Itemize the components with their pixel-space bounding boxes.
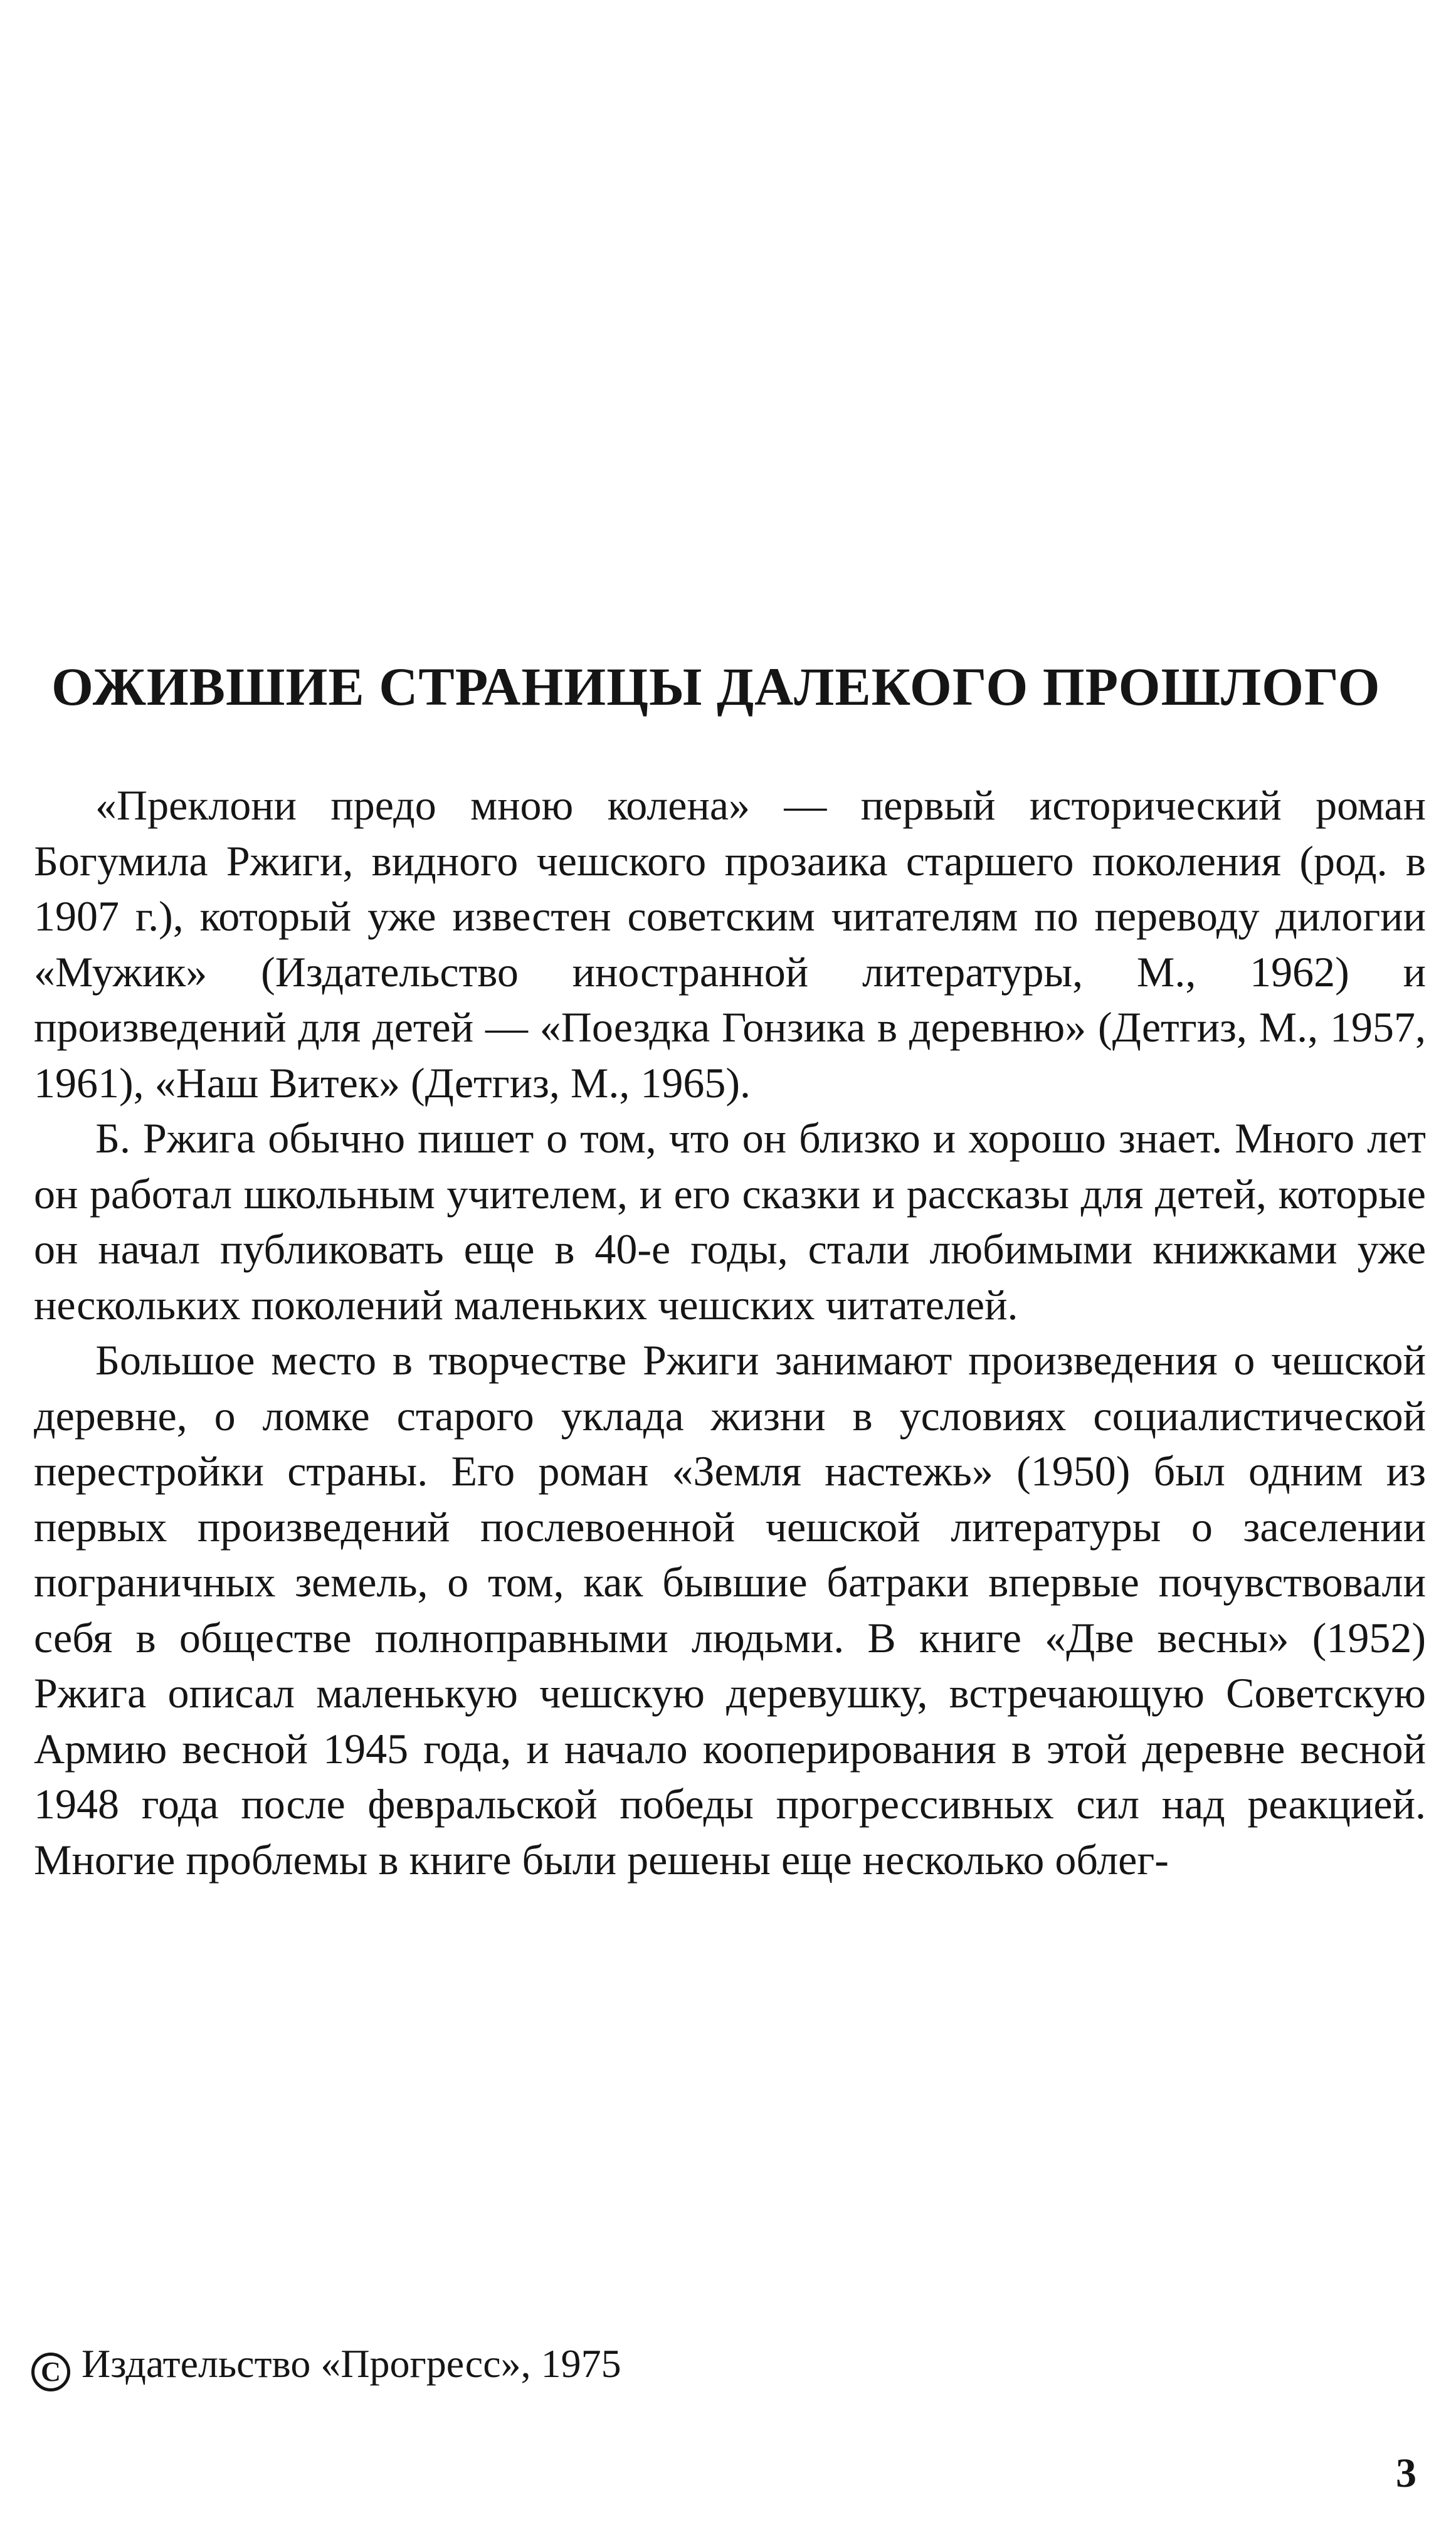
page-title: ОЖИВШИЕ СТРАНИЦЫ ДАЛЕКОГО ПРОШЛОГО bbox=[51, 656, 1381, 717]
body-text bbox=[34, 778, 1426, 1887]
copyright-icon: C bbox=[31, 2353, 70, 2391]
paragraph-1: «Преклони предо мною колена» — первый исторический роман Богумила Ржиги, видного чешского прозаика старшего поколения (род. в 1907 г.), который уже известен советским читателям по переводу дилогии «Мужик» (Издательство иностранной литературы, М., 1962) и произведений для детей — «Поездка Гонзика в деревню» (Детгиз, М., 1957, 1961), «Наш Витек» (Детгиз, М., 1965). bbox=[34, 781, 1426, 1107]
page-number: 3 bbox=[1396, 2450, 1416, 2496]
copyright-text: Издательство «Прогресс», 1975 bbox=[82, 2341, 621, 2386]
paragraph-2: Б. Ржига обычно пишет о том, что он близко и хорошо знает. Много лет он работал школьным учителем, и его сказки и рассказы для детей, которые он начал публиковать еще в 40-е годы, стали любимыми книжками уже нескольких поколений маленьких чешских читателей. bbox=[34, 1114, 1426, 1329]
paragraph-3: Большое место в творчестве Ржиги занимают произведения о чешской деревне, о ломке старого уклада жизни в условиях социалистической перестройки страны. Его роман «Земля настежь» (1950) был одним из первых произведений послевоенной чешской литературы о заселении пограничных земель, о том, как бывшие батраки впервые почувствовали себя в обществе полноправными людьми. В книге «Две весны» (1952) Ржига описал маленькую чешскую деревушку, встречающую Советскую Армию весной 1945 года, и начало кооперирования в этой деревне весной 1948 года после февральской победы прогрессивных сил над реакцией. Многие проблемы в книге были решены еще несколько облег- bbox=[34, 1336, 1426, 1884]
copyright-notice bbox=[31, 2334, 972, 2394]
